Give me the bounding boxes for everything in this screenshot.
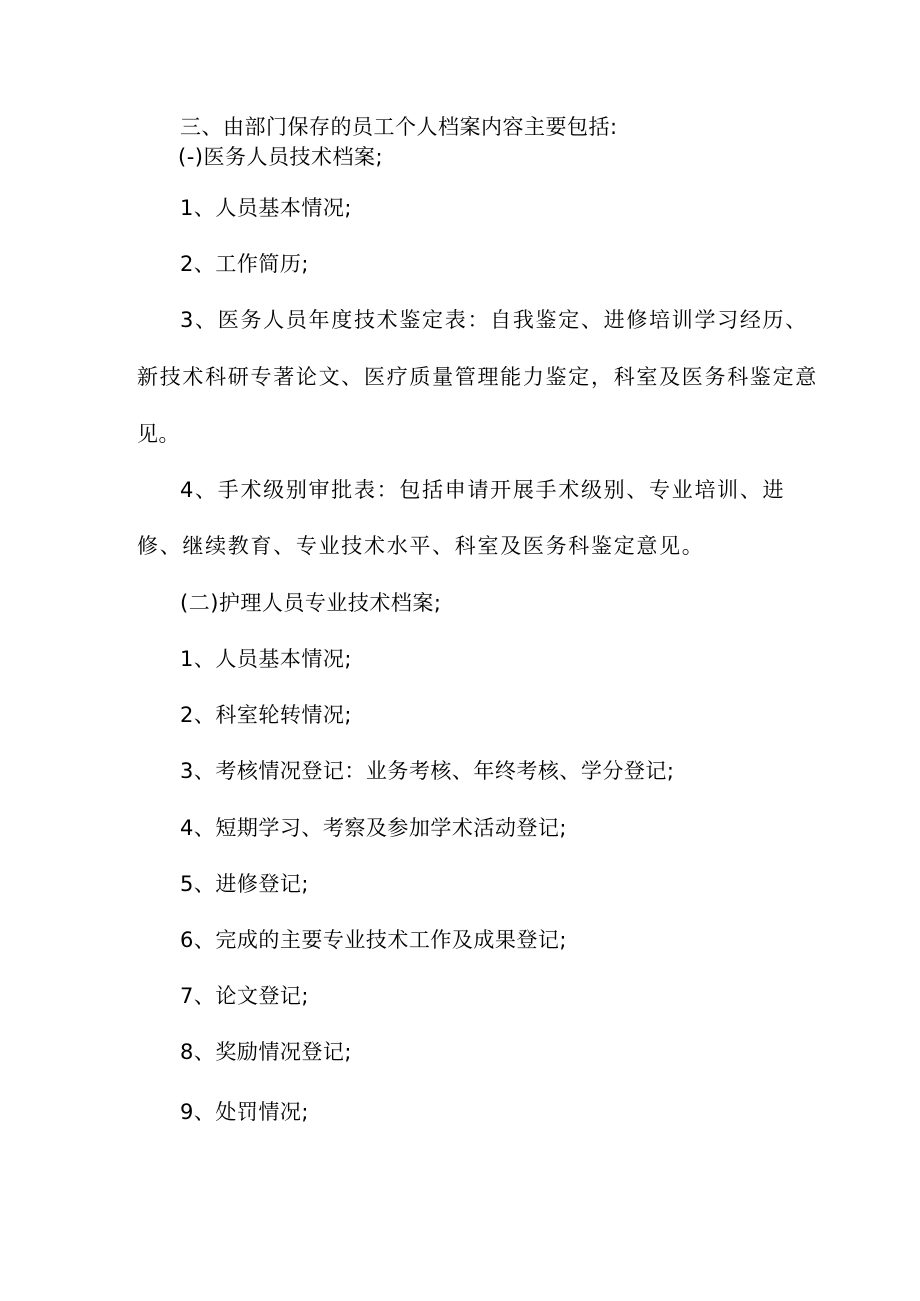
subsection-heading-medical: (-)医务人员技术档案; bbox=[178, 145, 384, 169]
list-item: 1、人员基本情况; bbox=[180, 196, 352, 220]
list-item: 1、人员基本情况; bbox=[180, 647, 352, 671]
list-item: 3、考核情况登记：业务考核、年终考核、学分登记; bbox=[180, 759, 675, 783]
section-heading: 三、由部门保存的员工个人档案内容主要包括: bbox=[180, 115, 618, 139]
list-item: 9、处罚情况; bbox=[180, 1100, 309, 1124]
list-item: 5、进修登记; bbox=[180, 872, 309, 896]
paragraph-continuation: 新技术科研专著论文、医疗质量管理能力鉴定，科室及医务科鉴定意 bbox=[137, 365, 818, 389]
list-item: 4、短期学习、考察及参加学术活动登记; bbox=[180, 816, 567, 840]
list-item: 2、工作简历; bbox=[180, 252, 309, 276]
paragraph-continuation: 修、继续教育、专业技术水平、科室及医务科鉴定意见。 bbox=[137, 534, 705, 558]
list-item: 4、手术级别审批表：包括申请开展手术级别、专业培训、进 bbox=[180, 478, 786, 502]
list-item: 8、奖励情况登记; bbox=[180, 1040, 352, 1064]
list-item: 7、论文登记; bbox=[180, 984, 309, 1008]
subsection-heading-nursing: (二)护理人员专业技术档案; bbox=[180, 591, 442, 615]
list-item: 2、科室轮转情况; bbox=[180, 703, 352, 727]
paragraph-continuation: 见。 bbox=[137, 422, 180, 446]
list-item: 6、完成的主要专业技术工作及成果登记; bbox=[180, 928, 567, 952]
list-item: 3、医务人员年度技术鉴定表：自我鉴定、进修培训学习经历、 bbox=[180, 308, 808, 332]
